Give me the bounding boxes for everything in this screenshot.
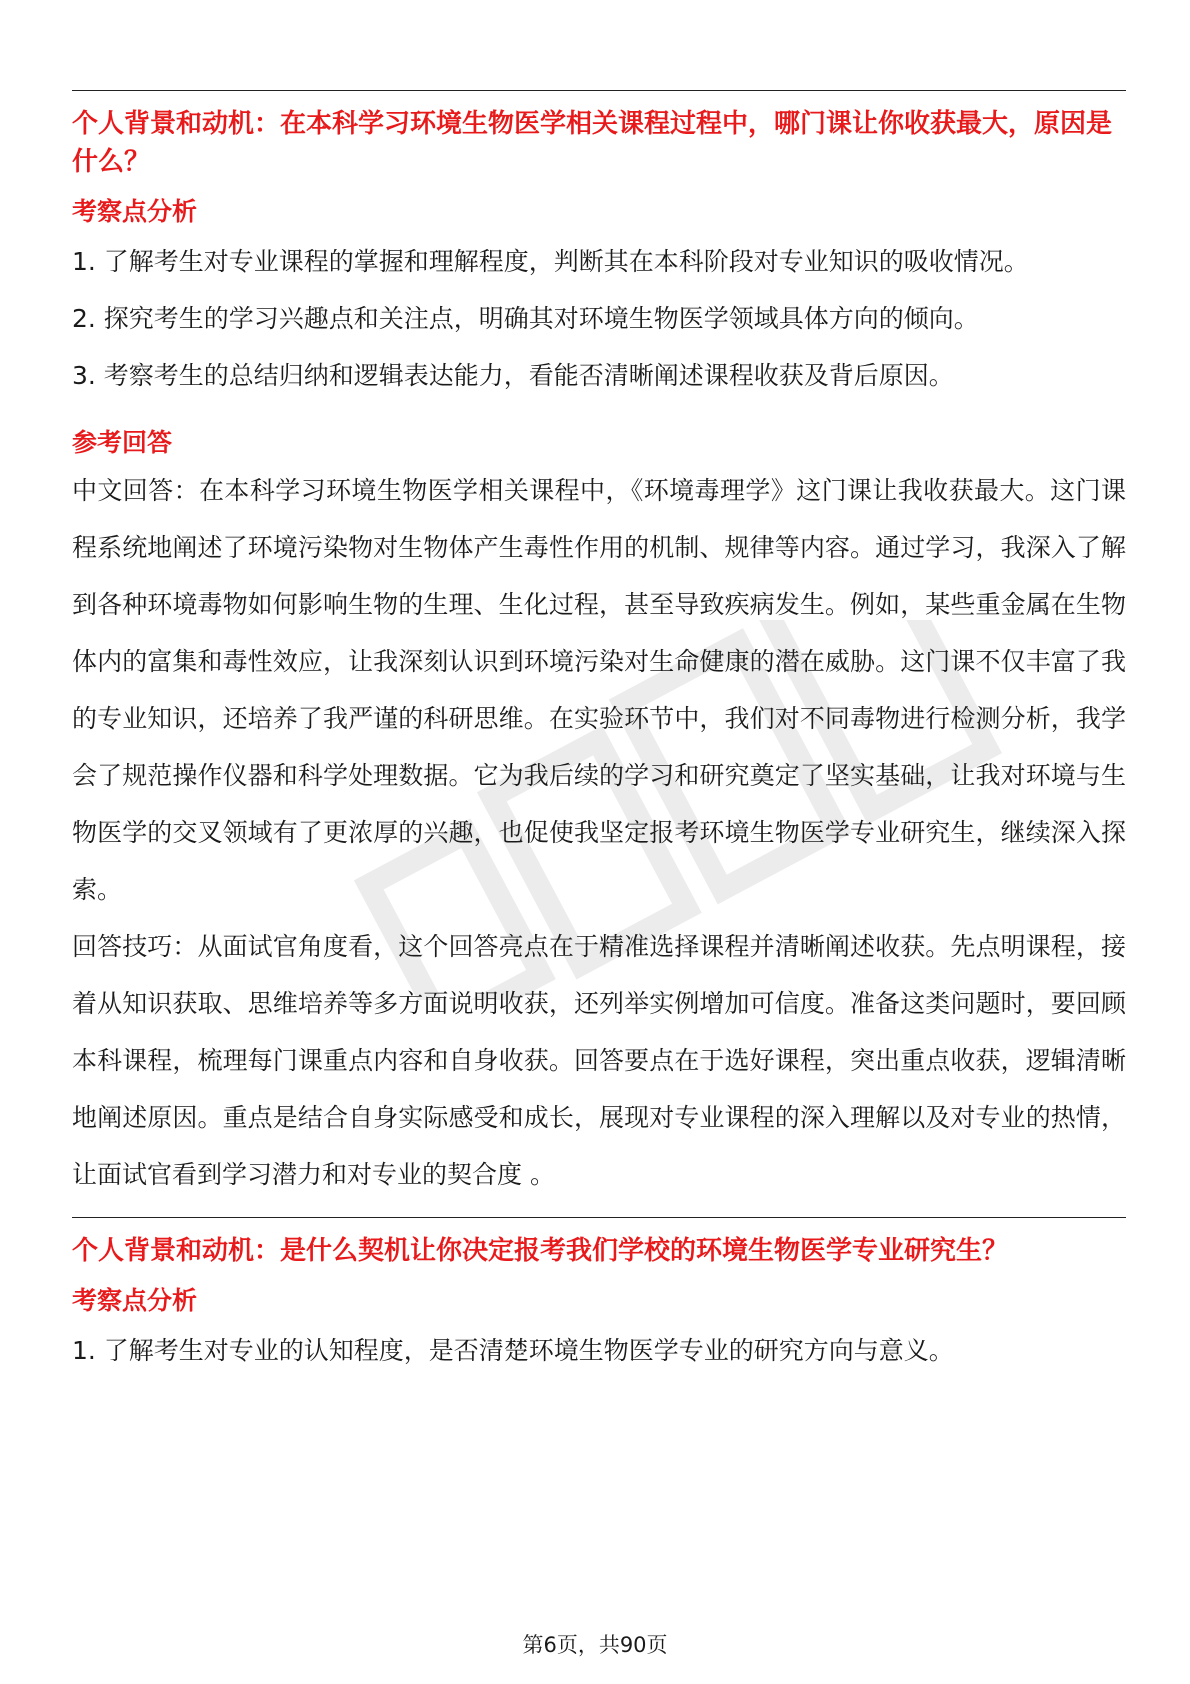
analysis-heading: 考察点分析 [72,197,198,226]
page-number: 第6页，共90页 [522,1633,668,1657]
analysis-list [72,233,1126,404]
section-divider [72,1217,1126,1218]
list-item: 1. 了解考生对专业的认知程度，是否清楚环境生物医学专业的研究方向与意义。 [72,1336,954,1365]
answer-paragraph: 中文回答：在本科学习环境生物医学相关课程中，《环境毒理学》这门课让我收获最大。这门课程系统地阐述了环境污染物对生物体产生毒性作用的机制、规律等内容。通过学习，我深入了解到各种环境毒物如何影响生物的生理、生化过程，甚至导致疾病发生。例如，某些重金属在生物体内的富集和毒性效应，让我深刻认识到环境污染对生命健康的潜在威胁。这门课不仅丰富了我的专业知识，还培养了我严谨的科研思维。在实验环节中，我们对不同毒物进行检测分析，我学会了规范操作仪器和科学处理数据。它为我后续的学习和研究奠定了坚实基础，让我对环境与生物医学的交叉领域有了更浓厚的兴趣，也促使我坚定报考环境生物医学专业研究生，继续深入探索。 [72,476,1126,904]
answer-heading: 参考回答 [72,428,173,457]
tips-paragraph: 回答技巧：从面试官角度看，这个回答亮点在于精准选择课程并清晰阐述收获。先点明课程，接着从知识获取、思维培养等多方面说明收获，还列举实例增加可信度。准备这类问题时，要回顾本科课程，梳理每门课重点内容和自身收获。回答要点在于选好课程，突出重点收获，逻辑清晰地阐述原因。重点是结合自身实际感受和成长，展现对专业课程的深入理解以及对专业的热情，让面试官看到学习潜力和对专业的契合度 。 [72,932,1126,1189]
section-divider [72,90,1126,91]
list-item: 2. 探究考生的学习兴趣点和关注点，明确其对环境生物医学领域具体方向的倾向。 [72,304,979,333]
question-heading: 个人背景和动机：在本科学习环境生物医学相关课程过程中，哪门课让你收获最大，原因是什么？ [72,109,1113,177]
analysis-heading: 考察点分析 [72,1286,198,1315]
question-heading: 个人背景和动机：是什么契机让你决定报考我们学校的环境生物医学专业研究生？ [72,1236,1009,1266]
page-content [72,90,1126,1379]
list-item: 3. 考察考生的总结归纳和逻辑表达能力，看能否清晰阐述课程收获及背后原因。 [72,361,954,390]
list-item: 1. 了解考生对专业课程的掌握和理解程度，判断其在本科阶段对专业知识的吸收情况。 [72,247,1029,276]
analysis-list [72,1322,1126,1379]
